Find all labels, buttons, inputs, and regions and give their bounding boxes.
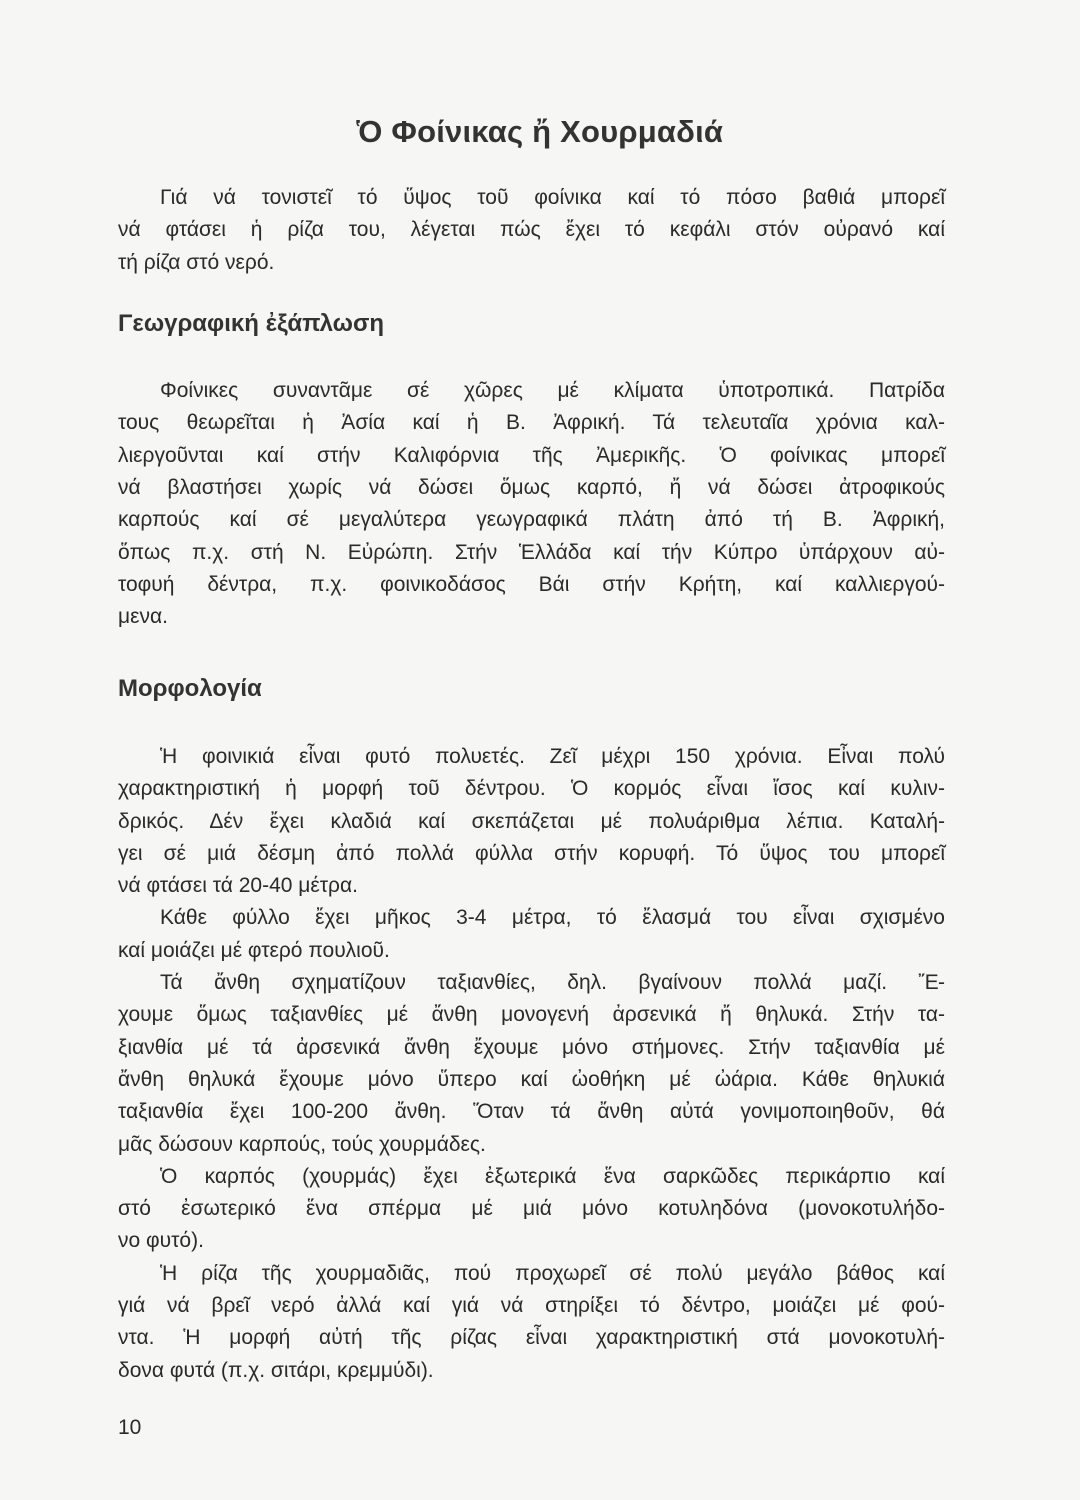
text-line: τή ρίζα στό νερό. — [118, 251, 275, 274]
page-title: Ὁ Φοίνικας ἤ Χουρμαδιά — [356, 114, 724, 149]
text-line: ἄνθη θηλυκά ἔχουμε μόνο ὕπερο καί ὠοθήκη μέ ὠάρια. Κάθε θηλυκιά — [118, 1068, 945, 1091]
text-line: Ὁ καρπός (χουρμάς) ἔχει ἐξωτερικά ἕνα σαρκῶδες περικάρπιο καί — [160, 1165, 945, 1188]
text-line: Τά ἄνθη σχηματίζουν ταξιανθίες, δηλ. βγαίνουν πολλά μαζί. Ἔ- — [160, 971, 945, 994]
text-line: Ἡ φοινικιά εἶναι φυτό πολυετές. Ζεῖ μέχρι 150 χρόνια. Εἶναι πολύ — [160, 745, 945, 768]
text-line: Ἡ ρίζα τῆς χουρμαδιᾶς, πού προχωρεῖ σέ πολύ μεγάλο βάθος καί — [160, 1262, 945, 1285]
text-line: νά φτάσει τά 20-40 μέτρα. — [118, 874, 358, 897]
text-line: καί μοιάζει μέ φτερό πουλιοῦ. — [118, 939, 390, 962]
text-line: νά βλαστήσει χωρίς νά δώσει ὅμως καρπό, ἤ νά δώσει ἀτροφικούς — [118, 476, 945, 499]
text-line: χουμε ὅμως ταξιανθίες μέ ἄνθη μονογενή ἀρσενικά ἤ θηλυκά. Στήν τα- — [118, 1003, 945, 1026]
section-heading: Γεωγραφική ἐξάπλωση — [118, 310, 385, 337]
text-line: γιά νά βρεῖ νερό ἀλλά καί γιά νά στηρίξει τό δέντρο, μοιάζει μέ φού- — [118, 1294, 945, 1317]
text-line: ντα. Ἡ μορφή αὐτή τῆς ρίζας εἶναι χαρακτηριστική στά μονοκοτυλή- — [118, 1326, 945, 1349]
text-line: λιεργοῦνται καί στήν Καλιφόρνια τῆς Ἀμερικῆς. Ὁ φοίνικας μπορεῖ — [118, 444, 945, 467]
section-heading: Μορφολογία — [118, 675, 262, 702]
text-line: Γιά νά τονιστεῖ τό ὕψος τοῦ φοίνικα καί τό πόσο βαθιά μπορεῖ — [160, 186, 945, 209]
text-line: ὅπως π.χ. στή Ν. Εὐρώπη. Στήν Ἑλλάδα καί τήν Κύπρο ὑπάρχουν αὐ- — [118, 541, 945, 564]
text-line: μᾶς δώσουν καρπούς, τούς χουρμάδες. — [118, 1133, 486, 1156]
text-line: ταξιανθία ἔχει 100-200 ἄνθη. Ὅταν τά ἄνθη αὐτά γονιμοποιηθοῦν, θά — [118, 1100, 945, 1123]
text-line: γει σέ μιά δέσμη ἀπό πολλά φύλλα στήν κορυφή. Τό ὕψος του μπορεῖ — [118, 842, 945, 865]
text-line: στό ἐσωτερικό ἕνα σπέρμα μέ μιά μόνο κοτυληδόνα (μονοκοτυλήδο- — [118, 1197, 945, 1220]
text-line: τοφυή δέντρα, π.χ. φοινικοδάσος Βάι στήν Κρήτη, καί καλλιεργού- — [118, 573, 945, 596]
text-line: χαρακτηριστική ἡ μορφή τοῦ δέντρου. Ὁ κορμός εἶναι ἴσος καί κυλιν- — [118, 777, 945, 800]
page-number: 10 — [118, 1416, 142, 1439]
text-line: δονα φυτά (π.χ. σιτάρι, κρεμμύδι). — [118, 1359, 434, 1382]
text-line: μενα. — [118, 605, 168, 628]
text-line: ξιανθία μέ τά ἀρσενικά ἄνθη ἔχουμε μόνο στήμονες. Στήν ταξιανθία μέ — [118, 1036, 945, 1059]
text-line: τους θεωρεῖται ἡ Ἀσία καί ἡ Β. Ἀφρική. Τά τελευταῖα χρόνια καλ- — [118, 411, 945, 434]
text-line: δρικός. Δέν ἔχει κλαδιά καί σκεπάζεται μέ πολυάριθμα λέπια. Καταλή- — [118, 810, 945, 833]
text-line: καρπούς καί σέ μεγαλύτερα γεωγραφικά πλάτη ἀπό τή Β. Ἀφρική, — [118, 508, 945, 531]
text-line: νο φυτό). — [118, 1229, 204, 1252]
text-line: Κάθε φύλλο ἔχει μῆκος 3-4 μέτρα, τό ἔλασμά του εἶναι σχισμένο — [160, 906, 945, 929]
text-line: Φοίνικες συναντᾶμε σέ χῶρες μέ κλίματα ὑποτροπικά. Πατρίδα — [160, 379, 945, 402]
text-line: νά φτάσει ἡ ρίζα του, λέγεται πώς ἔχει τό κεφάλι στόν οὐρανό καί — [118, 218, 945, 241]
